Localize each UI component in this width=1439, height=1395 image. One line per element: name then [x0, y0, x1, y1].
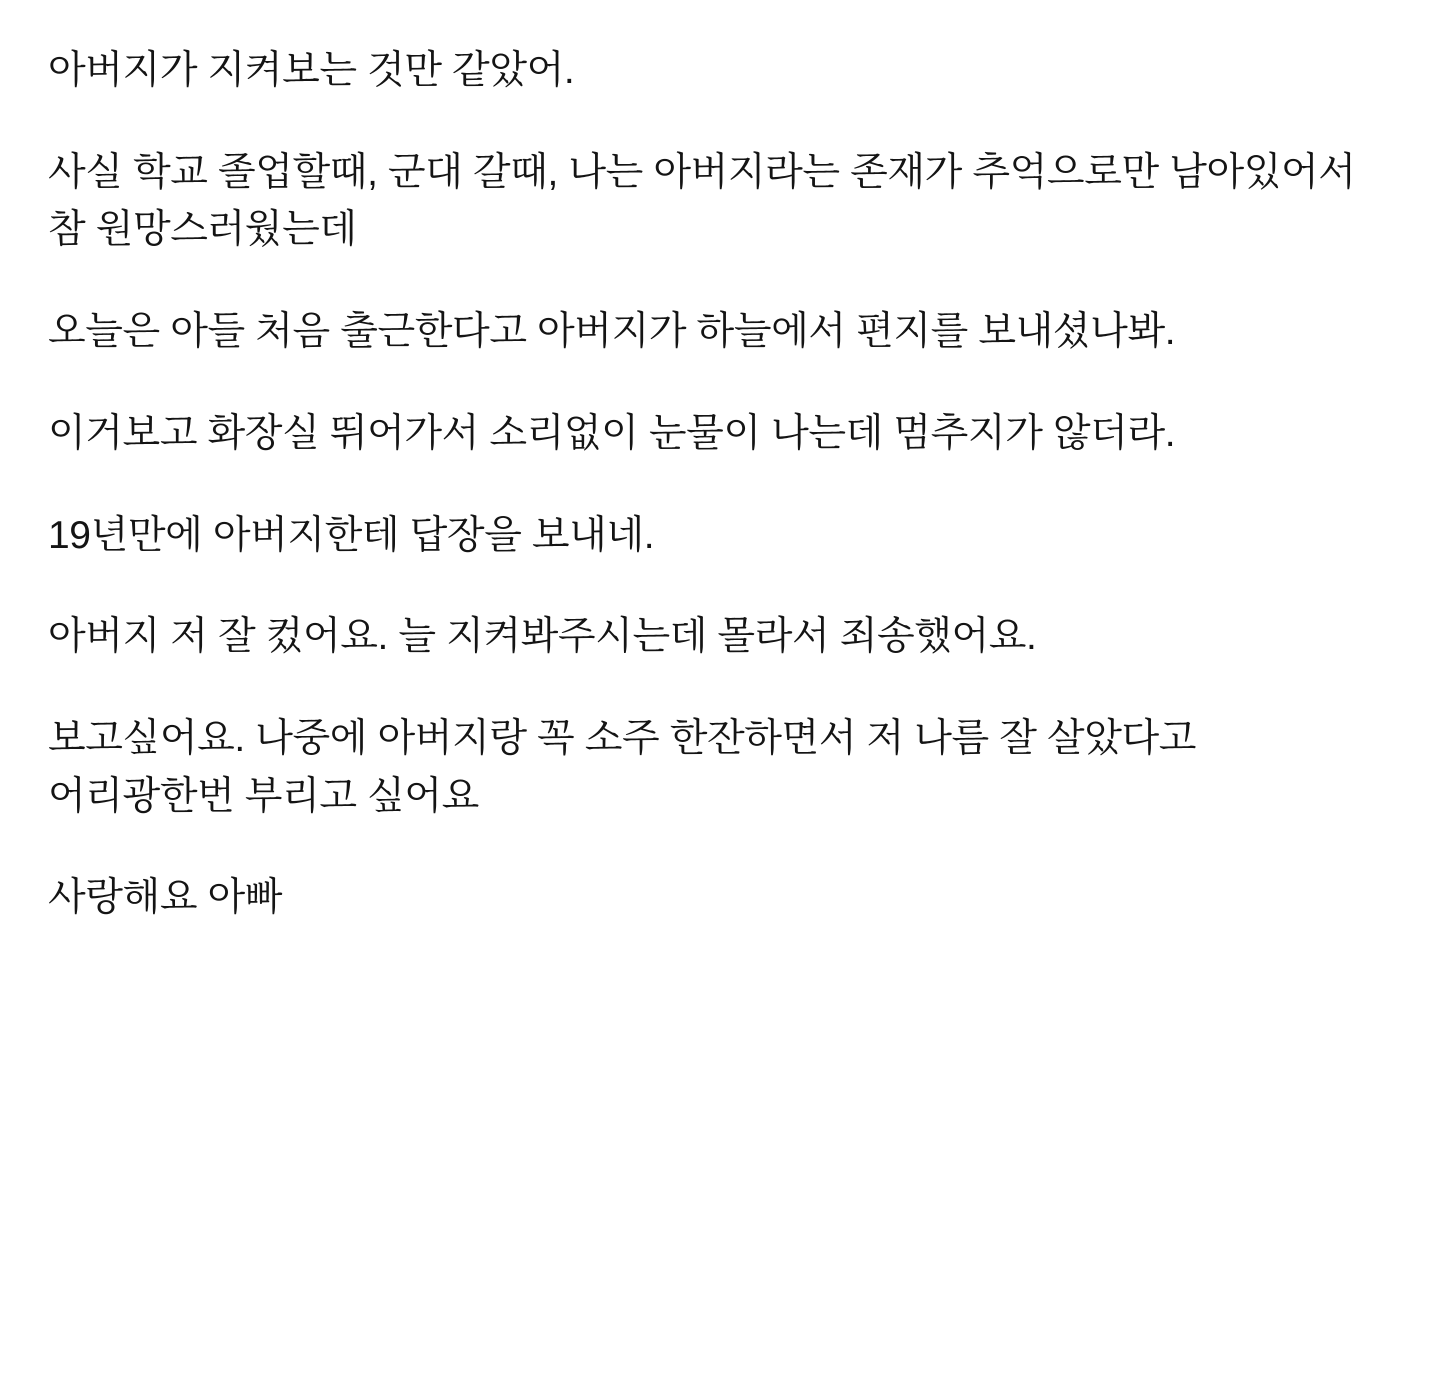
paragraph: 오늘은 아들 처음 출근한다고 아버지가 하늘에서 편지를 보내셨나봐. [48, 310, 1176, 354]
paragraph: 사실 학교 졸업할때, 군대 갈때, 나는 아버지라는 존재가 추억으로만 남아있어서 참 원망스러웠는데 [48, 150, 1366, 252]
paragraph: 아버지 저 잘 컸어요. 늘 지켜봐주시는데 몰라서 죄송했어요. [48, 615, 1037, 659]
paragraph: 19년만에 아버지한테 답장을 보내네. [48, 513, 655, 557]
paragraph: 이거보고 화장실 뛰어가서 소리없이 눈물이 나는데 멈추지가 않더라. [48, 411, 1176, 455]
paragraph: 사랑해요 아빠 [48, 876, 283, 920]
paragraph: 아버지가 지켜보는 것만 같았어. [48, 49, 575, 92]
paragraph: 보고싶어요. 나중에 아버지랑 꼭 소주 한잔하면서 저 나름 잘 살았다고 어리광한번 부리고 싶어요 [48, 717, 1207, 818]
